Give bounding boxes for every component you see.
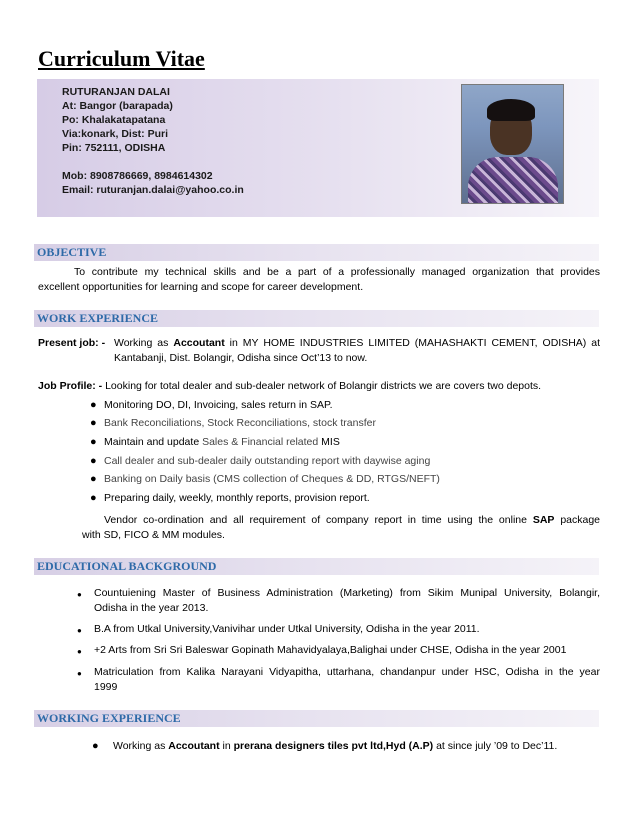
education-item: B.A from Utkal University,Vanivihar under Utkal University, Odisha in the year 2011. bbox=[94, 623, 480, 635]
address-line: Via:konark, Dist: Puri bbox=[62, 128, 169, 140]
present-job-label: Present job: - bbox=[38, 337, 106, 349]
job-duty: Preparing daily, weekly, monthly reports, provision report. bbox=[104, 492, 370, 504]
working-company: prerana designers tiles pvt ltd,Hyd (A.P) bbox=[233, 740, 434, 752]
education-item-cont: 1999 bbox=[94, 681, 118, 693]
vendor-text-line2: with SD, FICO & MM modules. bbox=[82, 529, 225, 541]
bullet-icon: ● bbox=[77, 626, 82, 635]
job-profile-text: Looking for total dealer and sub-dealer network of Bolangir districts we are covers two depots. bbox=[105, 380, 542, 392]
vendor-text-part: package bbox=[560, 514, 601, 526]
bullet-icon: ● bbox=[77, 590, 82, 599]
objective-text: To contribute my technical skills and be a part of a professionally managed organization that provides bbox=[74, 266, 600, 278]
job-duty: Banking on Daily basis (CMS collection of Cheques & DD, RTGS/NEFT) bbox=[104, 473, 440, 485]
section-heading: WORK EXPERIENCE bbox=[37, 311, 159, 325]
section-working-experience bbox=[34, 710, 599, 727]
mis-text: Maintain and update bbox=[104, 436, 200, 448]
email-address: Email: ruturanjan.dalai@yahoo.co.in bbox=[62, 184, 244, 196]
mis-text: MIS bbox=[321, 436, 340, 448]
bullet-icon: ● bbox=[90, 436, 97, 448]
working-text: Working as bbox=[113, 740, 166, 752]
bullet-icon: ● bbox=[90, 492, 97, 504]
education-item: +2 Arts from Sri Sri Baleswar Gopinath Mahavidyalaya,Balighai under CHSE, Odisha in the year 2001 bbox=[94, 644, 567, 656]
job-duty: Call dealer and sub-dealer daily outstanding report with daywise aging bbox=[104, 455, 431, 467]
vendor-sap: SAP bbox=[532, 514, 555, 526]
present-job-text: Working as bbox=[114, 337, 169, 349]
working-experience-item bbox=[113, 739, 557, 754]
objective-text: excellent opportunities for learning and scope for career development. bbox=[38, 281, 364, 293]
vendor-text bbox=[82, 513, 600, 528]
bullet-icon: ● bbox=[92, 740, 99, 752]
present-job-role: Accoutant bbox=[173, 337, 225, 349]
address-line: At: Bangor (barapada) bbox=[62, 100, 173, 112]
section-heading: EDUCATIONAL BACKGROUND bbox=[37, 559, 217, 573]
working-text: at since july ’09 to Dec’11. bbox=[433, 740, 558, 752]
job-duty: Bank Reconciliations, Stock Reconciliations, stock transfer bbox=[104, 417, 376, 429]
present-job-text: in MY HOME INDUSTRIES LIMITED (MAHASHAKTI CEMENT, ODISHA) at bbox=[229, 337, 601, 349]
education-item-cont: Odisha in the year 2013. bbox=[94, 602, 209, 614]
job-profile bbox=[38, 379, 600, 394]
bullet-icon: ● bbox=[90, 399, 97, 411]
mis-text: Sales & Financial related bbox=[202, 436, 319, 448]
address-line: Pin: 752111, ODISHA bbox=[62, 142, 166, 154]
section-heading: OBJECTIVE bbox=[37, 245, 107, 259]
section-work-experience bbox=[34, 310, 599, 327]
bullet-icon: ● bbox=[77, 647, 82, 656]
working-text: in bbox=[222, 740, 231, 752]
present-job-line bbox=[114, 336, 600, 351]
bullet-icon: ● bbox=[90, 417, 97, 429]
bullet-icon: ● bbox=[77, 669, 82, 678]
mobile-number: Mob: 8908786669, 8984614302 bbox=[62, 170, 213, 182]
education-item: Countuiening Master of Business Administration (Marketing) from Sikim Munipal University, Bolangir, bbox=[94, 587, 600, 599]
job-profile-label: Job Profile: - bbox=[38, 380, 103, 392]
job-duty: Monitoring DO, DI, Invoicing, sales return in SAP. bbox=[104, 399, 333, 411]
bullet-icon: ● bbox=[90, 455, 97, 467]
section-heading: WORKING EXPERIENCE bbox=[37, 711, 181, 725]
section-education bbox=[34, 558, 599, 575]
bullet-icon: ● bbox=[90, 473, 97, 485]
profile-photo bbox=[461, 84, 564, 204]
education-item: Matriculation from Kalika Narayani Vidyapitha, uttarhana, chandanpur under HSC, Odisha in the year bbox=[94, 666, 600, 678]
candidate-name: RUTURANJAN DALAI bbox=[62, 86, 170, 98]
section-objective bbox=[34, 244, 599, 261]
working-role: Accoutant bbox=[168, 740, 220, 752]
job-duty-mis bbox=[104, 435, 340, 450]
page-title: Curriculum Vitae bbox=[38, 46, 205, 71]
address-line: Po: Khalakatapatana bbox=[62, 114, 166, 126]
vendor-text-part: Vendor co-ordination and all requirement of company report in time using the online bbox=[104, 514, 527, 526]
present-job-location: Kantabanji, Dist. Bolangir, Odisha since Oct’13 to now. bbox=[114, 352, 368, 364]
